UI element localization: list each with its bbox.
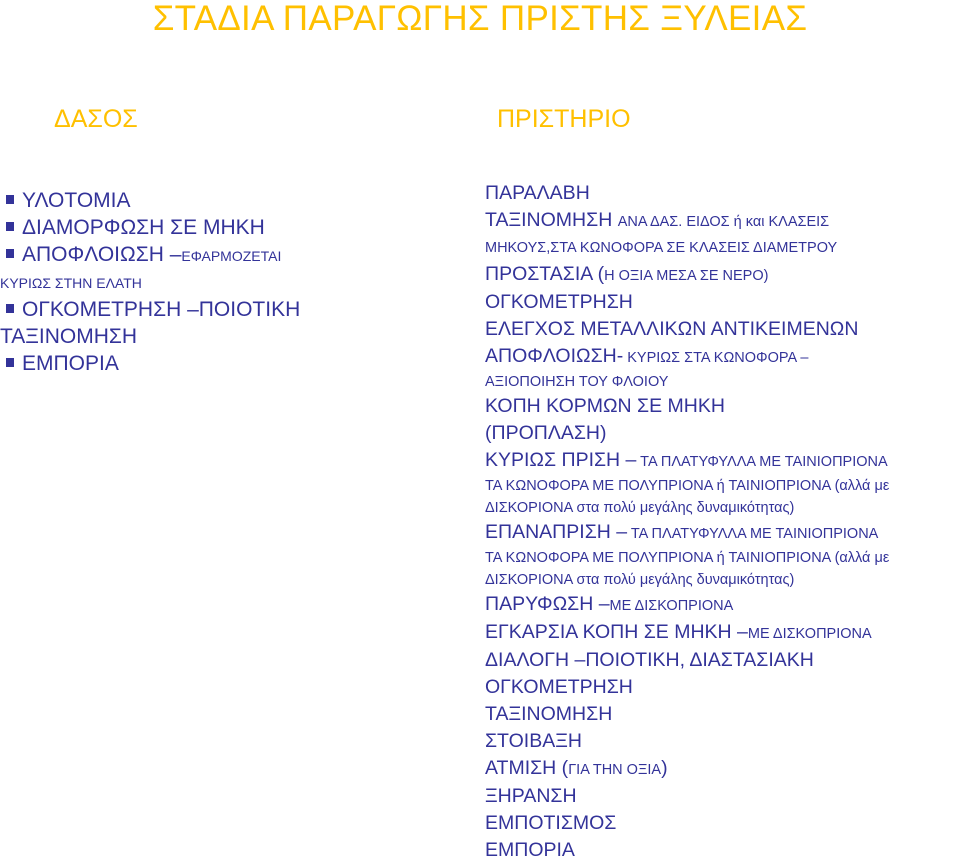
list-item: ΑΠΟΦΛΟΙΩΣΗ –ΕΦΑΡΜΟΖΕΤΑΙ bbox=[0, 241, 330, 270]
square-bullet-icon bbox=[6, 195, 14, 204]
list-item: ΠΡΟΣΤΑΣΙΑ (Η ΟΞΙΑ ΜΕΣΑ ΣΕ ΝΕΡΟ) bbox=[485, 263, 769, 285]
list-item-continuation: (ΠΡΟΠΛΑΣΗ) bbox=[485, 422, 607, 444]
list-item: ΟΓΚΟΜΕΤΡΗΣΗ –ΠΟΙΟΤΙΚΗ bbox=[0, 296, 330, 323]
list-item: ΑΤΜΙΣΗ (ΓΙΑ ΤΗΝ ΟΞΙΑ) bbox=[485, 757, 668, 779]
list-item: ΟΓΚΟΜΕΤΡΗΣΗ bbox=[485, 291, 633, 313]
list-item: ΚΟΠΗ ΚΟΡΜΩΝ ΣΕ ΜΗΚΗ bbox=[485, 395, 725, 417]
list-item-continuation: ΤΑ ΚΩΝΟΦΟΡΑ ΜΕ ΠΟΛΥΠΡΙΟΝΑ ή ΤΑΙΝΙΟΠΡΙΟΝΑ (αλλά με bbox=[485, 550, 890, 566]
sawmill-heading: ΠΡΙΣΤΗΡΙΟ bbox=[497, 105, 631, 133]
list-item: ΚΥΡΙΩΣ ΠΡΙΣΗ – ΤΑ ΠΛΑΤΥΦΥΛΛΑ ΜΕ ΤΑΙΝΙΟΠΡΙΟΝΑ bbox=[485, 449, 888, 471]
list-item: ΕΜΠΟΡΙΑ bbox=[0, 350, 330, 377]
list-item-continuation: ΑΞΙΟΠΟΙΗΣΗ ΤΟΥ ΦΛΟΙΟΥ bbox=[485, 374, 669, 390]
sawmill-stages-list bbox=[485, 180, 960, 864]
page-title: ΣΤΑΔΙΑ ΠΑΡΑΓΩΓΗΣ ΠΡΙΣΤΗΣ ΞΥΛΕΙΑΣ bbox=[152, 0, 808, 38]
list-item: ΕΓΚΑΡΣΙΑ ΚΟΠΗ ΣΕ ΜΗΚΗ –ΜΕ ΔΙΣΚΟΠΡΙΟΝΑ bbox=[485, 621, 872, 643]
list-item: ΣΤΟΙΒΑΞΗ bbox=[485, 730, 582, 752]
list-item-continuation: ΔΙΣΚΟΡΙΟΝΑ στα πολύ μεγάλης δυναμικότητας) bbox=[485, 572, 795, 588]
forest-stages-list bbox=[0, 187, 330, 377]
forest-heading: ΔΑΣΟΣ bbox=[54, 105, 138, 133]
list-item: ΞΗΡΑΝΣΗ bbox=[485, 785, 577, 807]
list-item: ΠΑΡΥΦΩΣΗ –ΜΕ ΔΙΣΚΟΠΡΙΟΝΑ bbox=[485, 593, 734, 615]
list-item: ΤΑΞΙΝΟΜΗΣΗ ΑΝΑ ΔΑΣ. ΕΙΔΟΣ ή και ΚΛΑΣΕΙΣ bbox=[485, 209, 830, 231]
list-item: ΕΜΠΟΡΙΑ bbox=[485, 839, 575, 861]
square-bullet-icon bbox=[6, 222, 14, 231]
square-bullet-icon bbox=[6, 249, 14, 258]
list-item-continuation: ΤΑ ΚΩΝΟΦΟΡΑ ΜΕ ΠΟΛΥΠΡΙΟΝΑ ή ΤΑΙΝΙΟΠΡΙΟΝΑ (αλλά με bbox=[485, 478, 890, 494]
list-item: ΕΜΠΟΤΙΣΜΟΣ bbox=[485, 812, 617, 834]
square-bullet-icon bbox=[6, 304, 14, 313]
list-item: ΑΠΟΦΛΟΙΩΣΗ- ΚΥΡΙΩΣ ΣΤΑ ΚΩΝΟΦΟΡΑ – bbox=[485, 345, 809, 367]
list-item-continuation: ΤΑΞΙΝΟΜΗΣΗ bbox=[0, 325, 138, 348]
list-item: ΕΛΕΓΧΟΣ ΜΕΤΑΛΛΙΚΩΝ ΑΝΤΙΚΕΙΜΕΝΩΝ bbox=[485, 318, 859, 340]
list-item: ΥΛΟΤΟΜΙΑ bbox=[0, 187, 330, 214]
list-item: ΤΑΞΙΝΟΜΗΣΗ bbox=[485, 703, 613, 725]
list-item: ΔΙΑΜΟΡΦΩΣΗ ΣΕ ΜΗΚΗ bbox=[0, 214, 330, 241]
list-item: ΕΠΑΝΑΠΡΙΣΗ – ΤΑ ΠΛΑΤΥΦΥΛΛΑ ΜΕ ΤΑΙΝΙΟΠΡΙΟΝΑ bbox=[485, 521, 879, 543]
list-item-continuation: ΜΗΚΟΥΣ,ΣΤΑ ΚΩΝΟΦΟΡΑ ΣΕ ΚΛΑΣΕΙΣ ΔΙΑΜΕΤΡΟΥ bbox=[485, 240, 838, 256]
square-bullet-icon bbox=[6, 358, 14, 367]
list-item: ΔΙΑΛΟΓΗ –ΠΟΙΟΤΙΚΗ, ΔΙΑΣΤΑΣΙΑΚΗ bbox=[485, 649, 814, 671]
list-item-continuation: ΚΥΡΙΩΣ ΣΤΗΝ ΕΛΑΤΗ bbox=[0, 275, 142, 291]
list-item: ΠΑΡΑΛΑΒΗ bbox=[485, 182, 590, 204]
list-item-continuation: ΔΙΣΚΟΡΙΟΝΑ στα πολύ μεγάλης δυναμικότητας) bbox=[485, 500, 795, 516]
list-item: ΟΓΚΟΜΕΤΡΗΣΗ bbox=[485, 676, 633, 698]
